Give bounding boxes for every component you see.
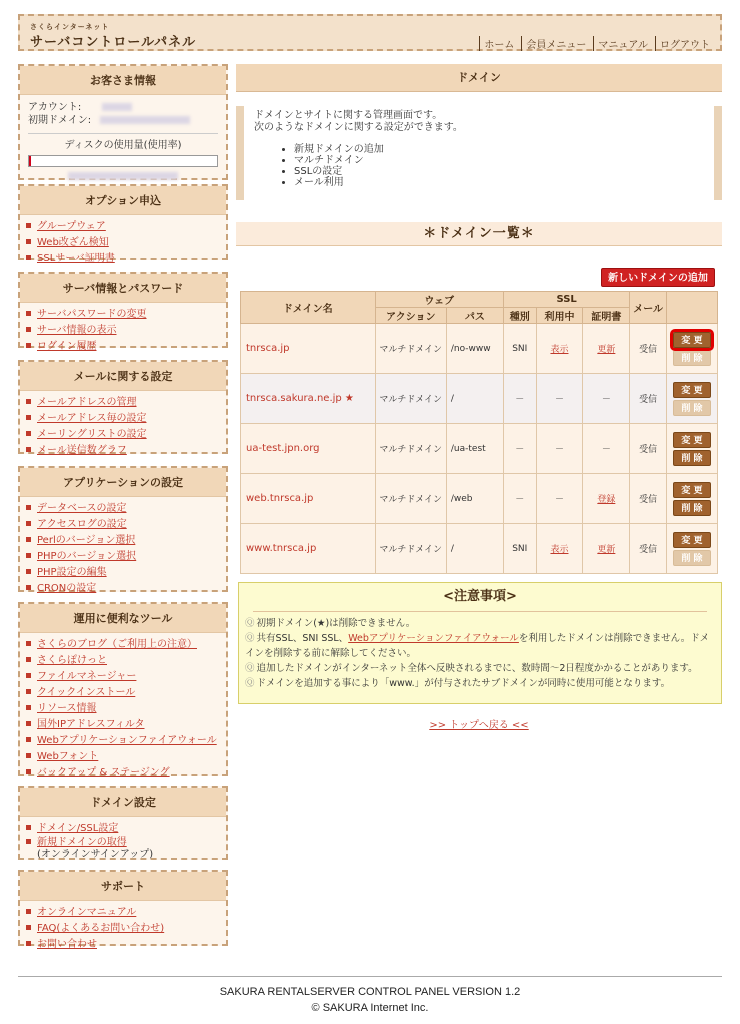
ssl-register-link[interactable]: 登録 [597,495,616,505]
brand-logo[interactable]: サーバコントロールパネル [30,35,197,50]
disk-usage-label: ディスクの使用量(使用率) [28,133,218,152]
ssl-cert: － [583,424,630,474]
ssl-type: SNI [503,524,536,574]
tools-box [18,602,228,776]
waf-link[interactable]: Webアプリケーションファイアウォール [348,633,519,644]
col-ssl-type: 種別 [503,308,536,324]
sidebar-item-web-tamper[interactable]: Web改ざん検知 [26,235,220,251]
sidebar-item-mail-per-address[interactable]: メールアドレス毎の設定 [26,411,220,427]
web-action: マルチドメイン [375,324,446,374]
domain-name: ua-test.jpn.org [241,424,376,474]
nav-member-menu[interactable]: 会員メニュー [521,36,590,51]
web-action: マルチドメイン [375,424,446,474]
ssl-type: － [503,374,536,424]
col-path: パス [446,308,503,324]
table-row [241,374,718,424]
server-info-title: サーバ情報とパスワード [20,274,226,303]
add-domain-button[interactable]: 新しいドメインの追加 [601,268,715,287]
intro-item: • マルチドメイン [294,155,704,166]
domain-name: www.tnrsca.jp [241,524,376,574]
table-row [241,324,718,374]
ssl-cert-cell [583,324,630,374]
disk-usage-redacted [68,172,178,180]
sidebar-item-database[interactable]: データベースの設定 [26,501,220,517]
edit-button[interactable]: 変 更 [673,432,711,448]
account-label: アカウント: [28,102,82,113]
web-path: /web [446,474,503,524]
edit-button[interactable]: 変 更 [673,332,711,348]
operation-cell [666,474,717,524]
ssl-show-link[interactable]: 表示 [550,545,569,555]
col-operation [666,292,717,324]
nav-logout[interactable]: ログアウト [655,36,714,51]
edit-button[interactable]: 変 更 [673,382,711,398]
sidebar-item-groupware[interactable]: グループウェア [26,219,220,235]
mail-status: 受信 [630,324,667,374]
col-domain: ドメイン名 [241,292,376,324]
server-info-box [18,272,228,352]
brand-small: さくらインターネット [30,23,110,31]
mail-status: 受信 [630,524,667,574]
account-value-redacted [102,103,132,111]
sidebar-item-waf[interactable]: Webアプリケーションファイアウォール [26,733,220,749]
domain-name: tnrsca.jp [241,324,376,374]
new-domain-sub: (オンラインサインアップ) [37,849,154,860]
sidebar-item-server-info[interactable]: サーバ情報の表示 [26,323,220,339]
edit-button[interactable]: 変 更 [673,482,711,498]
web-path: /ua-test [446,424,503,474]
mail-status: 受信 [630,474,667,524]
sidebar-item-quick-install[interactable]: クイックインストール [26,685,220,701]
sidebar-item-domain-ssl[interactable]: ドメイン/SSL設定 [26,821,220,837]
option-box [18,184,228,264]
ssl-show-link[interactable]: 表示 [550,345,569,355]
col-ssl: SSL [503,292,629,308]
ssl-in-use-cell [536,524,583,574]
nav-manual[interactable]: マニュアル [593,36,652,51]
notice-box [238,582,722,704]
footer-divider [18,976,722,977]
tools-title: 運用に便利なツール [20,604,226,633]
disk-usage-bar [28,155,218,167]
intro-line-1: ドメインとサイトに関する管理画面です。 [254,110,443,121]
sidebar-item-contact[interactable]: お問い合わせ [26,937,220,953]
customer-info-title: お客さま情報 [20,66,226,95]
mail-status: 受信 [630,374,667,424]
operation-cell [666,374,717,424]
domain-list-title: ＊ドメイン一覧＊ [236,222,722,246]
page-title: ドメイン [236,64,722,92]
ssl-in-use: － [536,424,583,474]
sidebar-item-mail-address[interactable]: メールアドレスの管理 [26,395,220,411]
delete-button: 削 除 [673,550,711,566]
web-action: マルチドメイン [375,474,446,524]
intro-box [236,106,722,200]
table-row [241,474,718,524]
col-mail: メール [630,292,667,324]
operation-cell [666,424,717,474]
table-row [241,524,718,574]
sidebar-item-blog[interactable]: さくらのブログ（ご利用上の注意） [26,637,220,653]
intro-item: • SSLの設定 [294,166,704,177]
back-to-top-link[interactable]: >> トップへ戻る << [429,720,529,731]
ssl-renew-link[interactable]: 更新 [597,545,616,555]
sidebar-item-backup[interactable]: バックアップ & ステージング [26,765,220,781]
sidebar-item-online-manual[interactable]: オンラインマニュアル [26,905,220,921]
domain-settings-box [18,786,228,860]
ssl-type: － [503,424,536,474]
sidebar-item-web-font[interactable]: Webフォント [26,749,220,765]
support-box [18,870,228,950]
domain-settings-title: ドメイン設定 [20,788,226,817]
sidebar-item-ssl-cert[interactable]: SSLサーバ証明書 [26,251,220,267]
footer-copyright: © SAKURA Internet Inc. [311,1002,429,1014]
domain-name: tnrsca.sakura.ne.jp ★ [241,374,376,424]
domain-table [240,291,718,574]
ssl-in-use: － [536,474,583,524]
web-path: /no-www [446,324,503,374]
mail-status: 受信 [630,424,667,474]
sidebar-item-mailing-list[interactable]: メーリングリストの設定 [26,427,220,443]
delete-button[interactable]: 削 除 [673,500,711,516]
delete-button[interactable]: 削 除 [673,450,711,466]
domain-name: web.tnrsca.jp [241,474,376,524]
ssl-renew-link[interactable]: 更新 [597,345,616,355]
ssl-type: SNI [503,324,536,374]
support-title: サポート [20,872,226,901]
footer-version: SAKURA RENTALSERVER CONTROL PANEL VERSION 1.2 [219,986,521,998]
intro-line-2: 次のようなドメインに関する設定ができます。 [254,122,463,133]
sidebar-item-server-password[interactable]: サーバパスワードの変更 [26,307,220,323]
sidebar-item-ip-filter[interactable]: 国外IPアドレスフィルタ [26,717,220,733]
col-action: アクション [375,308,446,324]
ssl-in-use: － [536,374,583,424]
sidebar-item-cron[interactable]: CRONの設定 [26,581,220,597]
sidebar-item-php-config[interactable]: PHP設定の編集 [26,565,220,581]
col-ssl-in-use: 利用中 [536,308,583,324]
web-action: マルチドメイン [375,374,446,424]
sidebar-item-file-manager[interactable]: ファイルマネージャー [26,669,220,685]
ssl-type: － [503,474,536,524]
sidebar-item-new-domain[interactable]: 新規ドメインの取得 (オンラインサインアップ) [26,837,220,861]
sidebar-item-access-log[interactable]: アクセスログの設定 [26,517,220,533]
web-path: / [446,524,503,574]
initial-domain-label: 初期ドメイン: [28,115,92,126]
ssl-cert-cell [583,474,630,524]
edit-button[interactable]: 変 更 [673,532,711,548]
option-title: オプション申込 [20,186,226,215]
ssl-cert-cell [583,524,630,574]
table-row [241,424,718,474]
sidebar-item-pocket[interactable]: さくらぽけっと [26,653,220,669]
mail-settings-box [18,360,228,454]
col-web: ウェブ [375,292,503,308]
delete-button: 削 除 [673,400,711,416]
notice-line-2: Ⓠ 共有SSL、SNI SSL、Webアプリケーションファイアウォールを利用したドメインは削除できません。ドメインを削除する前に解除してください。 [245,631,715,661]
ssl-cert: － [583,374,630,424]
web-action: マルチドメイン [375,524,446,574]
sidebar-item-perl-version[interactable]: Perlのバージョン選択 [26,533,220,549]
top-nav [476,36,714,51]
disk-usage-fill [29,156,31,166]
sidebar-item-faq[interactable]: FAQ(よくあるお問い合わせ) [26,921,220,937]
sidebar-item-mail-graph[interactable]: メール送信数グラフ [26,443,220,459]
ssl-in-use-cell [536,324,583,374]
notice-line-4: Ⓠ ドメインを追加する事により「www.」が付与されたサブドメインが同時に使用可能となります。 [245,676,715,691]
intro-item: • メール利用 [294,177,704,188]
col-ssl-cert: 証明書 [583,308,630,324]
operation-cell [666,324,717,374]
customer-info-box [18,64,228,180]
mail-settings-title: メールに関する設定 [20,362,226,391]
header [18,14,722,51]
notice-title: <注意事項> [253,583,707,612]
delete-button: 削 除 [673,350,711,366]
operation-cell [666,524,717,574]
app-settings-box [18,466,228,592]
app-settings-title: アプリケーションの設定 [20,468,226,497]
notice-line-1: Ⓠ 初期ドメイン(★)は削除できません。 [245,616,715,631]
initial-domain-redacted [100,116,190,124]
notice-line-3: Ⓠ 追加したドメインがインターネット全体へ反映されるまでに、数時間〜2日程度かかることがあります。 [245,661,715,676]
web-path: / [446,374,503,424]
sidebar-item-login-history[interactable]: ログイン履歴 [26,339,220,355]
intro-item: • 新規ドメインの追加 [294,144,704,155]
sidebar-item-resource-info[interactable]: リソース情報 [26,701,220,717]
sidebar-item-php-version[interactable]: PHPのバージョン選択 [26,549,220,565]
nav-home[interactable]: ホーム [479,36,518,51]
